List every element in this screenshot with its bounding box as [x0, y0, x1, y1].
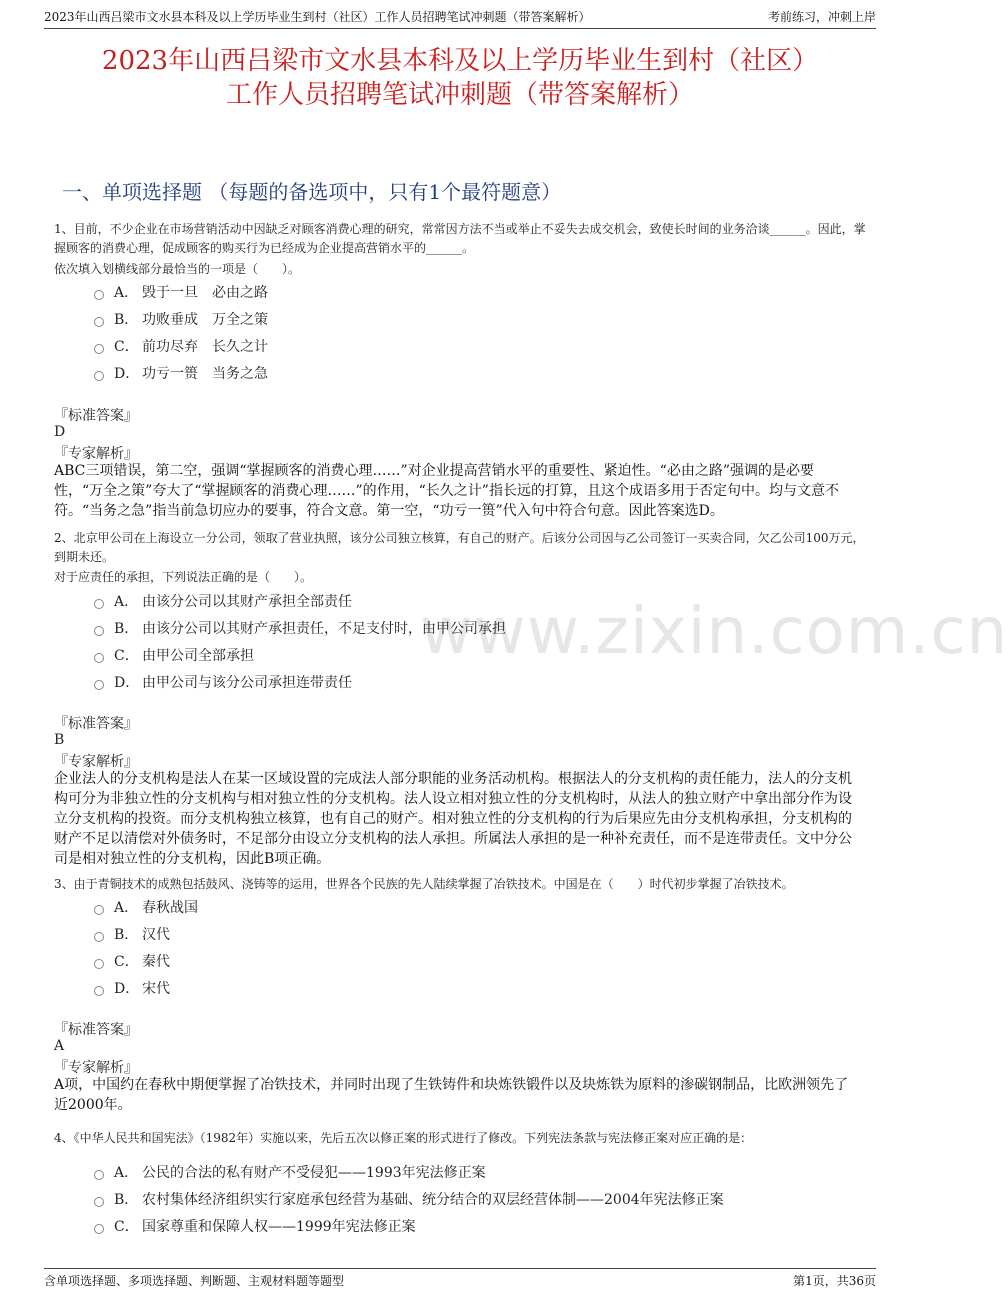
radio-icon[interactable]	[94, 599, 104, 609]
radio-icon[interactable]	[94, 932, 104, 942]
question-1-analysis-label: 『专家解析』	[54, 446, 138, 462]
title-line-1: 2023年山西吕梁市文水县本科及以上学历毕业生到村（社区）	[101, 46, 819, 76]
title-line-2: 工作人员招聘笔试冲刺题（带答案解析）	[225, 80, 694, 110]
radio-icon[interactable]	[94, 371, 104, 381]
question-1-option-c[interactable]: C． 前功尽弃 长久之计	[94, 336, 268, 356]
radio-icon[interactable]	[94, 317, 104, 327]
question-2-stem: 2、北京甲公司在上海设立一分公司，领取了营业执照，该分公司独立核算，有自己的财产。后该分公司因与乙公司签订一买卖合同，欠乙公司100万元，到期未还。	[54, 531, 865, 564]
question-3-option-b[interactable]: B． 汉代	[94, 924, 170, 944]
question-2-option-b[interactable]: B． 由该分公司以其财产承担责任，不足支付时，由甲公司承担	[94, 618, 506, 638]
header-slogan: 考前练习，冲刺上岸	[767, 10, 876, 24]
page-header	[44, 8, 876, 29]
question-2-answer-label: 『标准答案』	[54, 716, 138, 732]
radio-icon[interactable]	[94, 680, 104, 690]
page-number: 第1页，共36页	[793, 1274, 876, 1288]
question-4-option-a[interactable]: A． 公民的合法的私有财产不受侵犯——1993年宪法修正案	[94, 1162, 486, 1182]
question-3-option-a[interactable]: A． 春秋战国	[94, 897, 198, 917]
question-4-option-c[interactable]: C． 国家尊重和保障人权——1999年宪法修正案	[94, 1216, 416, 1236]
question-1-option-d[interactable]: D． 功亏一篑 当务之急	[94, 363, 268, 383]
question-3-analysis-label: 『专家解析』	[54, 1060, 138, 1076]
section-heading: 一、单项选择题 （每题的备选项中，只有1个最符题意）	[62, 180, 562, 204]
watermark: www.zixin.com.cn	[420, 595, 1008, 669]
question-3-option-d[interactable]: D． 宋代	[94, 978, 170, 998]
question-3-analysis: A项，中国约在春秋中期便掌握了冶铁技术，并同时出现了生铁铸件和块炼铁锻件以及块炼铁为原料的渗碳钢制品，比欧洲领先了近2000年。	[54, 1077, 849, 1113]
radio-icon[interactable]	[94, 1197, 104, 1207]
radio-icon[interactable]	[94, 1224, 104, 1234]
page-footer	[44, 1268, 876, 1294]
question-1-option-a[interactable]: A． 毁于一旦 必由之路	[94, 282, 268, 302]
question-1-stem: 1、目前，不少企业在市场营销活动中因缺乏对顾客消费心理的研究，常常因方法不当或举止不妥失去成交机会，致使长时间的业务洽谈______。因此，掌握顾客的消费心理，促成顾客的购买行为已经成为企业提高营销水平的______。	[54, 222, 866, 255]
question-1-answer-label: 『标准答案』	[54, 408, 138, 424]
question-3-answer: A	[54, 1038, 65, 1054]
question-2-analysis: 企业法人的分支机构是法人在某一区域设置的完成法人部分职能的业务活动机构。根据法人的分支机构的责任能力，法人的分支机构可分为非独立性的分支机构与相对独立性的分支机构。法人设立相对独立性的分支机构时，从法人的独立财产中拿出部分作为设立分支机构的投资。而分支机构独立核算，也有自己的财产。相对独立性的分支机构的行为后果应先由分支机构承担，分支机构的财产不足以清偿对外债务时，不足部分由设立分支机构的法人承担。所属法人承担的是一种补充责任，而不是连带责任。文中分公司是相对独立性的分支机构，因此B项正确。	[54, 771, 852, 867]
radio-icon[interactable]	[94, 986, 104, 996]
question-2-option-d[interactable]: D． 由甲公司与该分公司承担连带责任	[94, 672, 352, 692]
radio-icon[interactable]	[94, 344, 104, 354]
radio-icon[interactable]	[94, 1170, 104, 1180]
radio-icon[interactable]	[94, 290, 104, 300]
header-title: 2023年山西吕梁市文水县本科及以上学历毕业生到村（社区）工作人员招聘笔试冲刺题（带答案解析）	[44, 10, 591, 24]
question-2-analysis-label: 『专家解析』	[54, 754, 138, 770]
radio-icon[interactable]	[94, 905, 104, 915]
question-2-option-a[interactable]: A． 由该分公司以其财产承担全部责任	[94, 591, 352, 611]
radio-icon[interactable]	[94, 626, 104, 636]
question-1-answer: D	[54, 424, 66, 440]
question-3-stem: 3、由于青铜技术的成熟包括鼓风、浇铸等的运用，世界各个民族的先人陆续掌握了冶铁技术。中国是在（ ）时代初步掌握了冶铁技术。	[54, 877, 794, 891]
document-title	[40, 44, 880, 112]
question-4-option-b[interactable]: B． 农村集体经济组织实行家庭承包经营为基础、统分结合的双层经营体制——2004年宪法修正案	[94, 1189, 724, 1209]
question-1-option-b[interactable]: B． 功败垂成 万全之策	[94, 309, 268, 329]
question-4-stem: 4、《中华人民共和国宪法》（1982年）实施以来，先后五次以修正案的形式进行了修改。下列宪法条款与宪法修正案对应正确的是：	[54, 1131, 753, 1145]
question-3-option-c[interactable]: C． 秦代	[94, 951, 170, 971]
question-3-answer-label: 『标准答案』	[54, 1022, 138, 1038]
radio-icon[interactable]	[94, 959, 104, 969]
footer-note: 含单项选择题、多项选择题、判断题、主观材料题等题型	[44, 1274, 345, 1288]
question-2-prompt: 对于应责任的承担，下列说法正确的是（ ）。	[54, 570, 313, 584]
question-2-answer: B	[54, 732, 65, 748]
question-2-option-c[interactable]: C． 由甲公司全部承担	[94, 645, 254, 665]
question-1-prompt: 依次填入划横线部分最恰当的一项是（ ）。	[54, 262, 301, 276]
question-1-analysis: ABC三项错误，第二空，强调“掌握顾客的消费心理……”对企业提高营销水平的重要性、紧迫性。“必由之路”强调的是必要性，“万全之策”夸大了“掌握顾客的消费心理……”的作用，“长久之计”指长远的打算，且这个成语多用于否定句中。均与文意不符。“当务之急”指当前急切应办的要事，符合文意。第一空，“功亏一篑”代入句中符合句意。因此答案选D。	[54, 463, 839, 519]
radio-icon[interactable]	[94, 653, 104, 663]
